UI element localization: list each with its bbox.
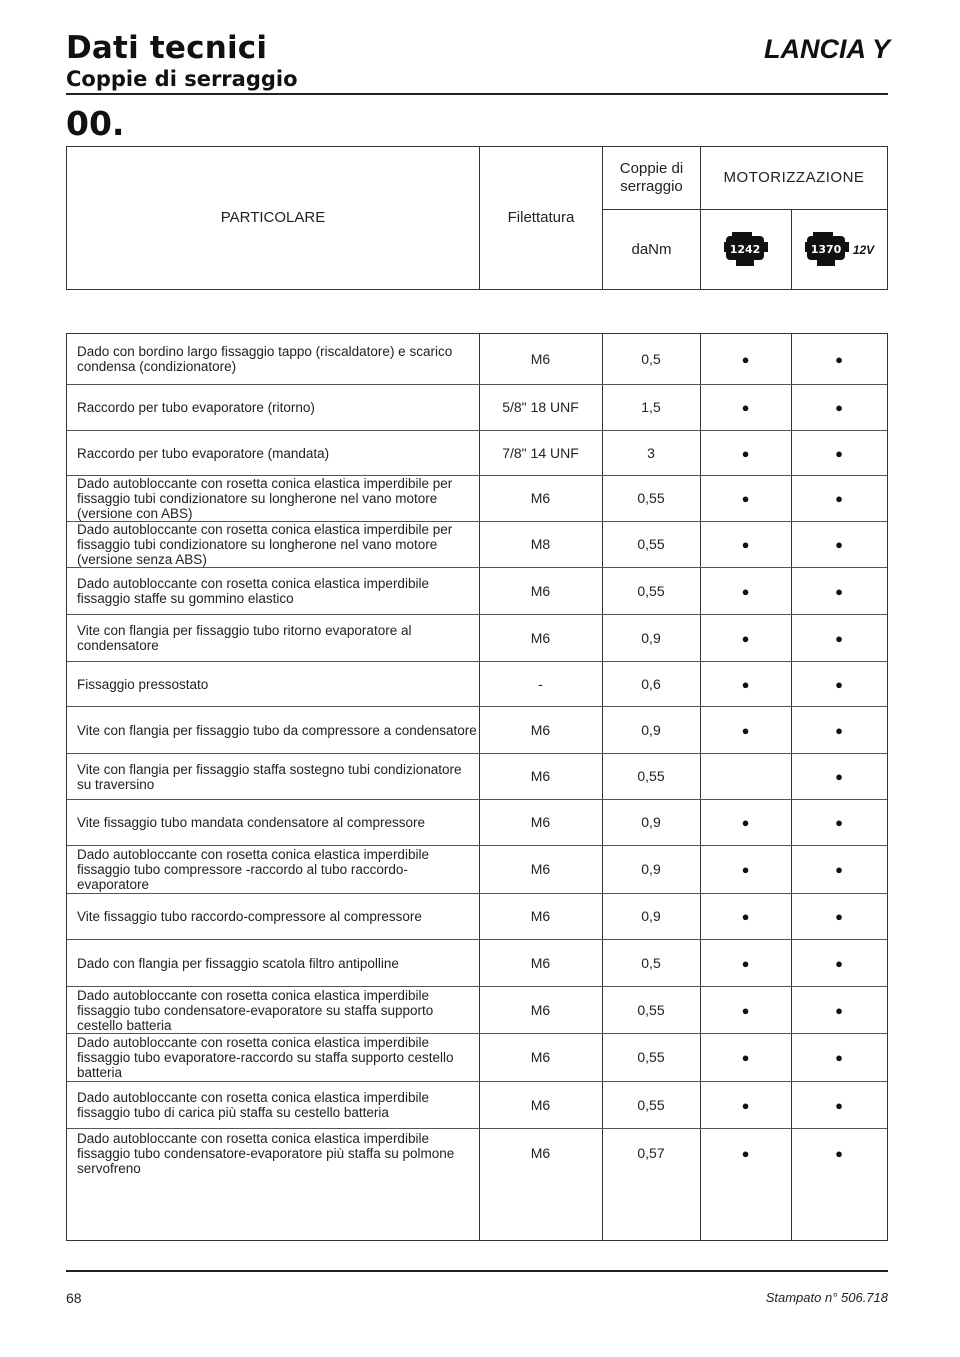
part-description: Vite con flangia per fissaggio tubo da compressore a condensatore (77, 722, 477, 738)
part-description: Dado con bordino largo fissaggio tappo (riscaldatore) e scarico condensa (condizionatore) (77, 344, 453, 374)
engine-1370-mark: ● (835, 583, 843, 599)
torque-value: 0,55 (637, 1049, 665, 1065)
table-row (67, 940, 887, 987)
engine-1242 (701, 210, 791, 289)
engine-1370-mark: ● (835, 1146, 843, 1161)
header-particolare: PARTICOLARE (220, 209, 326, 226)
engine-1242-mark: ● (741, 1146, 750, 1161)
header-motorizzazione: MOTORIZZAZIONE (723, 169, 865, 186)
part-description: Dado con flangia per fissaggio scatola filtro antipolline (77, 955, 399, 971)
table-row (67, 476, 887, 522)
table-row (67, 800, 887, 846)
part-description: Dado autobloccante con rosetta conica elastica imperdibile fissaggio tubo condensatore-evaporatore più staffa su polmone servofreno (77, 1131, 455, 1176)
engine-block-icon (805, 230, 849, 270)
thread-cell: M6 (530, 350, 551, 367)
table-row (67, 662, 887, 707)
torque-value: 0,57 (637, 1145, 665, 1161)
table-row (67, 1034, 887, 1082)
torque-value: 0,5 (641, 350, 661, 367)
engine-1242-mark: ● (741, 1002, 750, 1018)
engine-1242-mark: ● (741, 537, 750, 552)
engine-1370-mark: ● (835, 815, 843, 830)
table-row (67, 334, 887, 385)
torque-value: 3 (647, 444, 655, 461)
part-description: Dado autobloccante con rosetta conica elastica imperdibile fissaggio tubo compressore -raccordo al tubo raccordo-evaporatore (77, 847, 429, 892)
engine-label: 1370 (810, 242, 842, 256)
engine-1242-mark: ● (741, 862, 750, 877)
table-row (67, 754, 887, 800)
torque-value: 0,55 (637, 1096, 665, 1113)
engine-1242-mark: ● (741, 722, 750, 738)
table-row (67, 385, 887, 431)
torque-value: 0,9 (641, 908, 661, 924)
part-description: Dado autobloccante con rosetta conica elastica imperdibile fissaggio tubo evaporatore-raccordo su staffa supporto cestello batteria (77, 1035, 454, 1080)
torque-value: 0,9 (641, 721, 661, 738)
table-row (67, 1082, 887, 1129)
thread-cell: M6 (530, 954, 551, 971)
thread-cell: M6 (530, 1096, 551, 1113)
thread-cell: M6 (530, 490, 551, 506)
engine-1370-mark: ● (835, 955, 843, 971)
thread-cell: M6 (530, 768, 551, 784)
torque-table (66, 333, 888, 1241)
engine-1242-mark: ● (741, 445, 750, 461)
engine-1242-mark: ● (741, 1097, 750, 1113)
engine-1242-mark: ● (741, 955, 750, 971)
engine-1370-mark: ● (835, 351, 843, 367)
engine-1370-mark: ● (835, 630, 843, 646)
torque-value: 0,55 (637, 582, 665, 599)
page-subtitle: Coppie di serraggio (66, 67, 298, 91)
engine-1370-mark: ● (835, 445, 843, 461)
page-title: Dati tecnici (66, 30, 268, 66)
header-rule (66, 93, 888, 95)
engine-1370-mark: ● (835, 722, 843, 738)
engine-suffix: 12V (852, 242, 875, 257)
engine-block-icon (724, 230, 768, 270)
engine-1242-mark: ● (741, 351, 750, 367)
header-unit: daNm (631, 240, 672, 258)
engine-1242-mark: ● (741, 1050, 750, 1065)
part-description: Dado autobloccante con rosetta conica elastica imperdibile per fissaggio tubi condizionatore su longherone nel vano motore (versione con ABS) (77, 476, 453, 521)
thread-cell: M6 (530, 582, 551, 599)
thread-cell: M6 (530, 1049, 551, 1065)
engine-1370-mark: ● (835, 1097, 843, 1113)
part-description: Dado autobloccante con rosetta conica elastica imperdibile fissaggio tubo di carica più staffa su cestello batteria (77, 1090, 429, 1120)
torque-value: 0,9 (641, 814, 661, 830)
engine-1370-mark: ● (835, 862, 843, 877)
print-reference: Stampato n° 506.718 (765, 1290, 888, 1305)
part-description: Vite con flangia per fissaggio staffa sostegno tubi condizionatore su traversino (77, 761, 462, 792)
part-description: Dado autobloccante con rosetta conica elastica imperdibile per fissaggio tubi condizionatore su longherone nel vano motore (versione senza ABS) (77, 522, 453, 567)
engine-1242-mark: ● (741, 676, 750, 692)
footer-rule (66, 1270, 888, 1272)
part-description: Vite fissaggio tubo raccordo-compressore al compressore (77, 909, 422, 924)
engine-1370-mark: ● (835, 909, 843, 924)
thread-cell: M6 (530, 814, 551, 830)
torque-value: 0,55 (637, 536, 665, 552)
thread-cell: 5/8" 18 UNF (502, 399, 579, 415)
thread-cell: - (538, 675, 543, 692)
part-description: Dado autobloccante con rosetta conica elastica imperdibile fissaggio tubo condensatore-evaporatore su staffa supporto cestello batteria (77, 987, 434, 1033)
engine-1370-mark: ● (835, 1002, 843, 1018)
table-row (67, 568, 887, 615)
engine-label: 1242 (729, 242, 761, 256)
engine-1242-mark: ● (741, 909, 750, 924)
engine-1370-mark: ● (835, 400, 843, 415)
brand-name: LANCIA Y (763, 34, 890, 64)
thread-cell: M6 (530, 629, 551, 646)
thread-cell: 7/8" 14 UNF (502, 444, 579, 461)
table-row (67, 987, 887, 1034)
part-description: Fissaggio pressostato (77, 676, 209, 692)
table-row (67, 431, 887, 476)
thread-cell: M6 (530, 908, 551, 924)
thread-cell: M6 (530, 721, 551, 738)
table-row (67, 707, 887, 754)
engine-1242-mark (700, 754, 791, 799)
engine-1242-mark: ● (741, 491, 750, 506)
engine-1370-mark: ● (835, 1050, 843, 1065)
table-row (67, 615, 887, 662)
torque-value: 0,9 (641, 629, 661, 646)
engine-1370-mark: ● (835, 676, 843, 692)
engine-1370-mark: ● (835, 491, 843, 506)
thread-cell: M6 (530, 861, 551, 877)
part-description: Dado autobloccante con rosetta conica elastica imperdibile fissaggio staffe su gommino elastico (77, 576, 429, 606)
part-description: Raccordo per tubo evaporatore (mandata) (77, 445, 330, 461)
thread-cell: M8 (530, 536, 551, 552)
section-number: 00. (66, 104, 125, 143)
table-row (67, 894, 887, 940)
header-coppie: Coppie di serraggio (619, 160, 684, 195)
torque-value: 0,55 (637, 768, 665, 784)
engine-1370-mark: ● (835, 537, 843, 552)
torque-value: 0,9 (641, 861, 661, 877)
thread-cell: M6 (530, 1145, 551, 1161)
engine-1370-mark: ● (835, 769, 843, 784)
thread-cell: M6 (530, 1001, 551, 1018)
table-header (66, 146, 888, 290)
table-row (67, 1129, 887, 1178)
engine-1370 (792, 210, 887, 289)
header-filettatura: Filettatura (507, 209, 575, 226)
torque-value: 0,55 (637, 490, 665, 506)
page-number: 68 (66, 1290, 82, 1306)
torque-value: 0,5 (641, 954, 661, 971)
engine-1242-mark: ● (741, 583, 750, 599)
part-description: Vite fissaggio tubo mandata condensatore al compressore (77, 815, 425, 830)
engine-1242-mark: ● (741, 400, 750, 415)
table-row (67, 522, 887, 568)
part-description: Vite con flangia per fissaggio tubo ritorno evaporatore al condensatore (77, 623, 412, 653)
torque-value: 1,5 (641, 399, 661, 415)
table-row (67, 846, 887, 894)
engine-1242-mark: ● (741, 815, 750, 830)
torque-value: 0,6 (641, 675, 661, 692)
engine-1242-mark: ● (741, 630, 750, 646)
torque-value: 0,55 (637, 1001, 665, 1018)
part-description: Raccordo per tubo evaporatore (ritorno) (77, 400, 315, 415)
